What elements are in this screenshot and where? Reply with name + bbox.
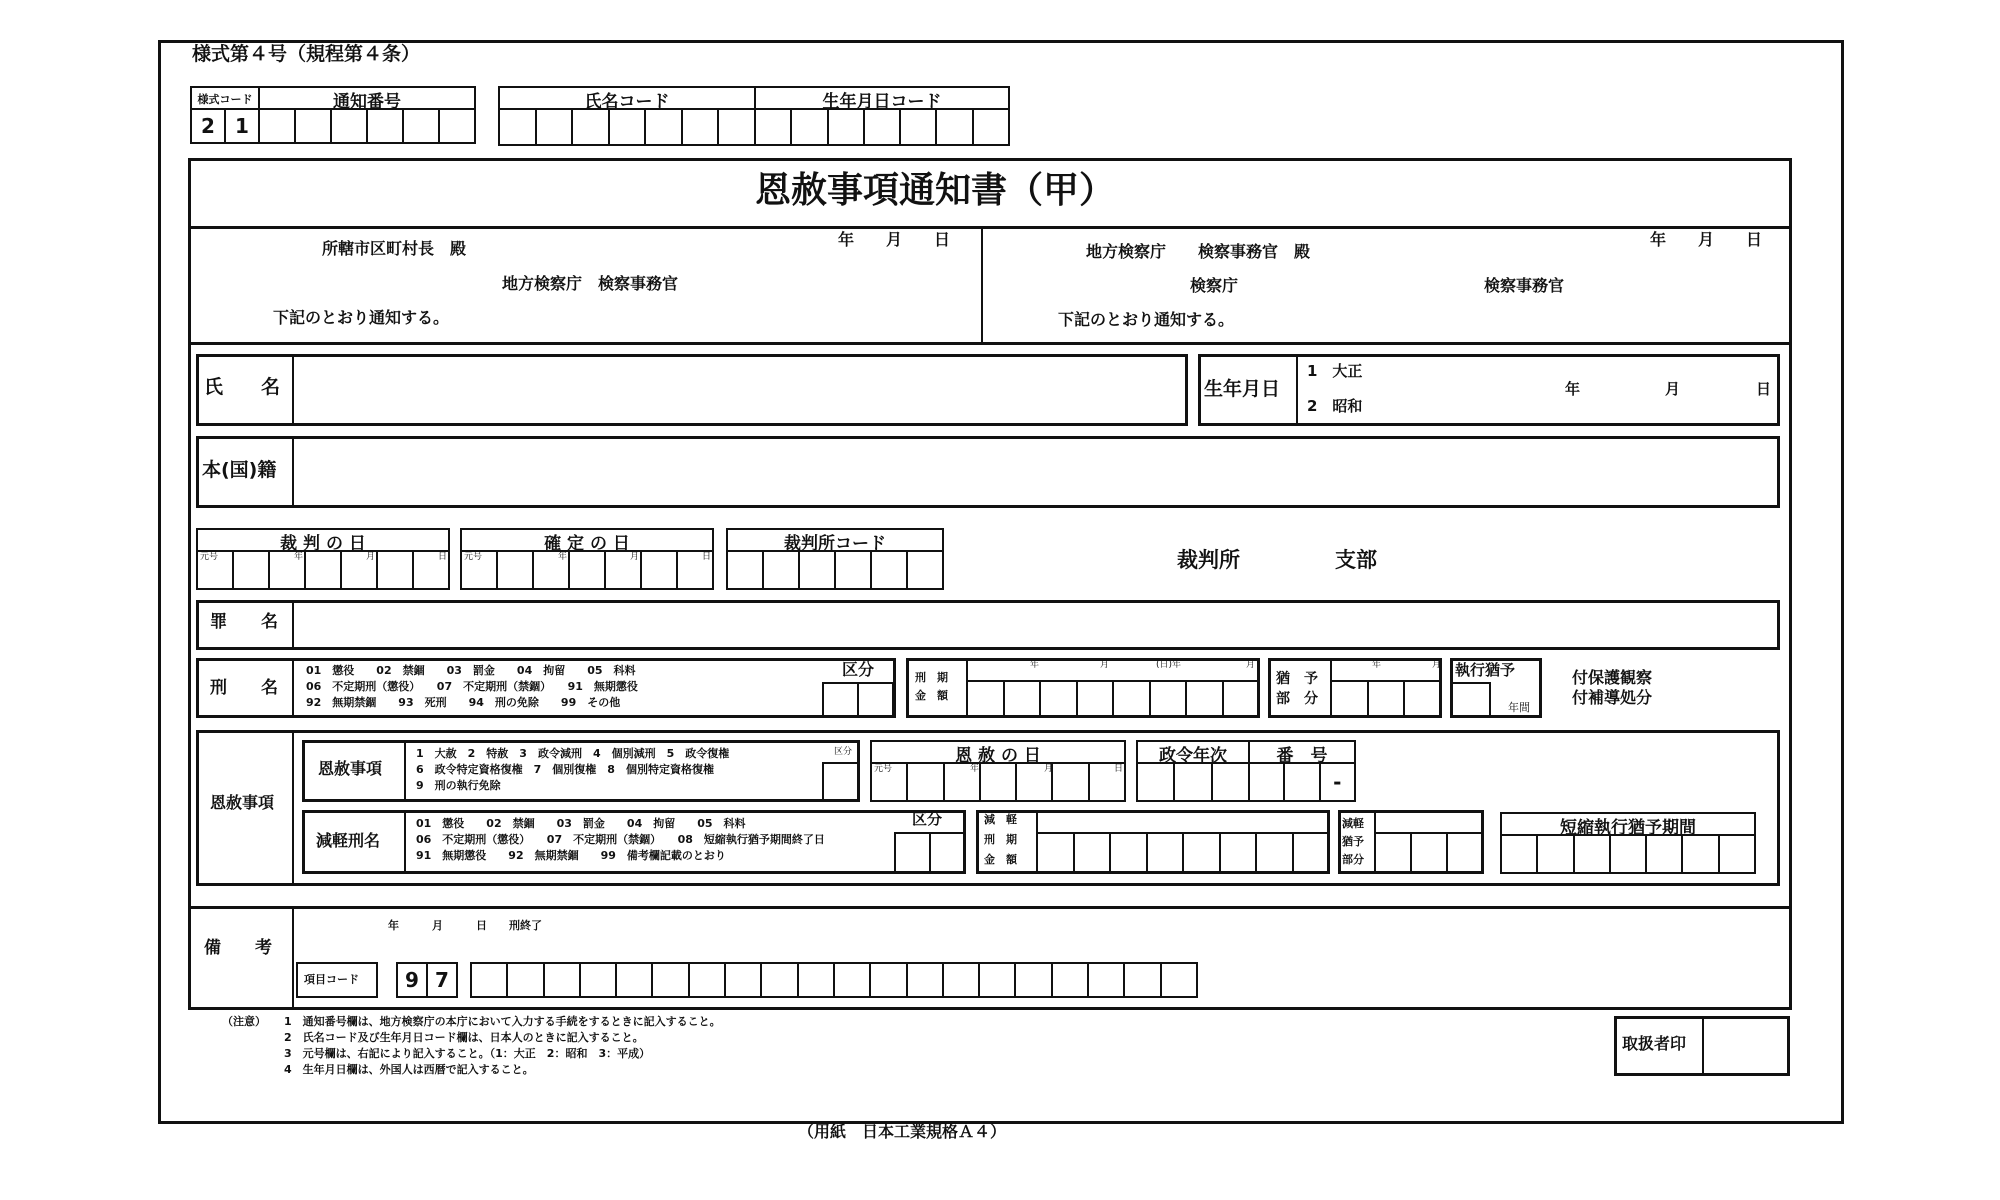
sentence-category-label: 区分 <box>842 660 875 679</box>
crime-name-input[interactable] <box>296 604 1776 646</box>
left-addressee: 所轄市区町村長 殿 <box>322 239 467 258</box>
right-addressee: 地方検察庁 検察事務官 殿 <box>1086 242 1311 261</box>
reduced-suspended-cells[interactable] <box>1374 832 1484 874</box>
right-sender-office: 検察庁 <box>1190 276 1239 295</box>
birth-year: 年 <box>1565 380 1581 398</box>
right-notice: 下記のとおり通知する。 <box>1058 310 1235 329</box>
left-sender: 地方検察庁 検察事務官 <box>502 274 679 293</box>
name-input[interactable] <box>296 358 1184 422</box>
item-code-cells[interactable] <box>470 962 1198 998</box>
paper-note: （用紙 日本工業規格Ａ４） <box>798 1122 1007 1141</box>
form-number: 様式第４号（規程第４条） <box>192 43 421 65</box>
note-4: 4 生年月日欄は、外国人は西暦で記入すること。 <box>284 1063 534 1076</box>
notice-number-header: 通知番号 <box>258 86 476 110</box>
era-taisho: 1 大正 <box>1307 362 1363 380</box>
sentence-options-1: 01 懲役 02 禁錮 03 罰金 04 拘留 05 科料 <box>306 664 636 677</box>
birth-day: 日 <box>1756 380 1772 398</box>
note-2: 2 氏名コード及び生年月日コード欄は、日本人のときに記入すること。 <box>284 1031 644 1044</box>
notes-header: （注意） <box>222 1015 266 1028</box>
finalization-date-cells[interactable] <box>460 550 714 590</box>
decree-year-header: 政令年次 <box>1136 740 1250 764</box>
note-3: 3 元号欄は、右記により記入すること。（1：大正 2：昭和 3：平成） <box>284 1047 651 1060</box>
sentence-options-2: 06 不定期刑（懲役） 07 不定期刑（禁錮） 91 無期懲役 <box>306 680 638 693</box>
amnesty-section-label: 恩赦事項 <box>210 793 275 812</box>
note-1: 1 通知番号欄は、地方検察庁の本庁において入力する手続をするときに記入すること。 <box>284 1015 721 1028</box>
birth-code-cells[interactable] <box>754 108 1010 146</box>
birth-code-header: 生年月日コード <box>754 86 1010 110</box>
form-title: 恩赦事項通知書（甲） <box>755 170 1116 211</box>
right-sender-title: 検察事務官 <box>1484 276 1565 295</box>
decree-number-header: 番 号 <box>1248 740 1356 764</box>
style-code-digit[interactable]: 2 <box>192 110 226 142</box>
shortened-period-header: 短縮執行猶予期間 <box>1500 812 1756 836</box>
exec-suspended-input[interactable] <box>1453 682 1491 718</box>
judgment-date-header: 裁 判 の 日 <box>196 528 450 552</box>
judgment-date-cells[interactable] <box>196 550 450 590</box>
birthdate-box <box>1198 354 1780 426</box>
birthdate-label: 生年月日 <box>1204 378 1281 400</box>
item-code-digits: 9 7 <box>396 962 458 998</box>
probation-label: 付保護観察 <box>1572 668 1653 687</box>
domicile-input[interactable] <box>296 440 1776 504</box>
handler-seal-label: 取扱者印 <box>1622 1034 1687 1053</box>
sentence-options-3: 92 無期禁錮 93 死刑 94 刑の免除 99 その他 <box>306 696 621 709</box>
name-label: 氏 名 <box>204 376 281 398</box>
reduced-category-cells[interactable] <box>894 832 966 874</box>
amnesty-item-category-cell[interactable] <box>822 762 860 802</box>
finalization-date-header: 確 定 の 日 <box>460 528 714 552</box>
court-label: 裁判所 <box>1177 548 1240 572</box>
style-code-header: 様式コード <box>190 86 260 110</box>
amnesty-date-header: 恩 赦 の 日 <box>870 740 1126 764</box>
right-date: 年 月 日 <box>1650 230 1763 249</box>
handler-seal-input[interactable] <box>1706 1020 1786 1072</box>
domicile-label: 本(国)籍 <box>202 459 277 481</box>
birth-month: 月 <box>1665 380 1681 398</box>
era-showa: 2 昭和 <box>1307 397 1363 415</box>
sentence-category-cells[interactable] <box>822 682 894 718</box>
crime-name-label: 罪 名 <box>210 612 278 632</box>
remarks-date-line: 年 月 日 刑終了 <box>388 919 542 932</box>
court-code-header: 裁判所コード <box>726 528 944 552</box>
left-date: 年 月 日 <box>838 230 951 249</box>
remarks-input[interactable] <box>296 936 1786 960</box>
decree-number-cells[interactable] <box>1248 762 1356 802</box>
notice-number-cells[interactable] <box>258 108 476 144</box>
sentence-term-cells[interactable] <box>966 680 1260 718</box>
court-code-cells[interactable] <box>726 550 944 590</box>
reduced-term-cells[interactable] <box>1036 832 1330 874</box>
style-code-digit[interactable]: 1 <box>235 114 249 138</box>
name-code-cells[interactable] <box>498 108 756 146</box>
decree-number-dash: - <box>1333 770 1342 794</box>
branch-label: 支部 <box>1335 548 1377 572</box>
remarks-label: 備 考 <box>204 938 272 958</box>
left-notice: 下記のとおり通知する。 <box>273 308 450 327</box>
name-code-header: 氏名コード <box>498 86 756 110</box>
decree-year-cells[interactable] <box>1136 762 1250 802</box>
sentence-label: 刑 名 <box>210 678 278 698</box>
style-code-cells <box>190 108 260 144</box>
amnesty-date-cells[interactable] <box>870 762 1126 802</box>
suspended-part-cells[interactable] <box>1330 680 1442 718</box>
shortened-period-cells[interactable] <box>1500 834 1756 874</box>
guidance-label: 付補導処分 <box>1572 688 1653 707</box>
